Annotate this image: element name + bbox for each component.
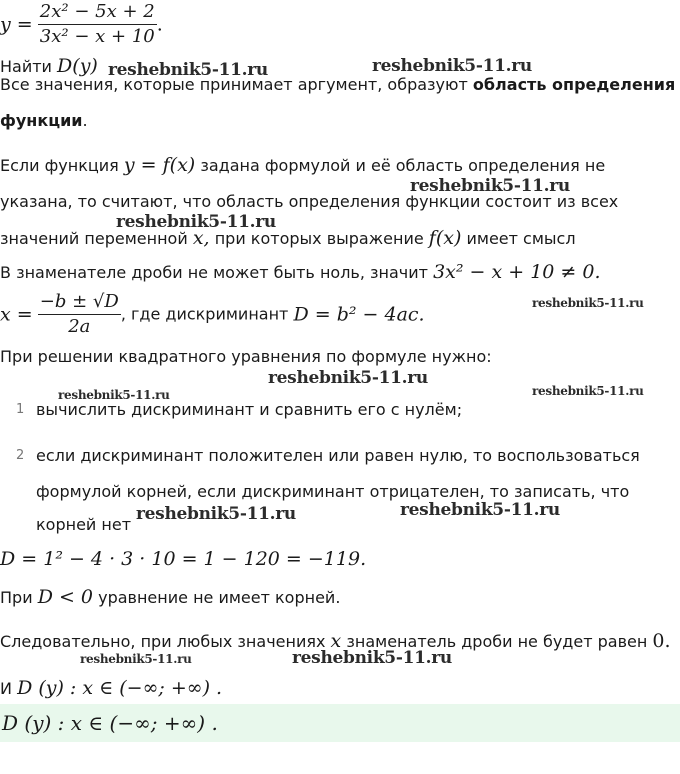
rule-l3-a: значений переменной [0,229,188,248]
quadratic-formula [0,290,425,344]
denominator-note [0,261,601,284]
result-prefix: И [0,679,12,698]
watermark: reshebnik5-11.ru [116,212,276,232]
rule-l1-b: задана формулой и её область определения не [200,156,606,175]
method-intro-text: При решении квадратного уравнения по формуле нужно: [0,347,492,366]
answer-expr: D (y) : x ∈ (−∞; +∞) . [2,711,218,735]
rule-line-3 [0,227,576,250]
formula-lhs: x = [0,303,33,326]
formula-text: , где дискриминант [120,304,289,324]
definition-line-2 [0,110,88,132]
formula-fraction [38,290,121,339]
watermark: reshebnik5-11.ru [136,504,296,524]
watermark: reshebnik5-11.ru [80,652,192,666]
conclusion-1 [0,586,340,609]
rule-line-1 [0,154,605,177]
watermark: reshebnik5-11.ru [400,500,560,520]
watermark: reshebnik5-11.ru [410,176,570,196]
method-intro [0,346,492,368]
definition-bold-1: область определения [472,75,676,94]
definition-end: . [82,111,88,130]
method-item-2-line-1: если дискриминант положителен или равен нулю, то воспользоваться [36,446,640,465]
rule-l1-a: Если функция [0,156,119,175]
discriminant-calc [0,548,366,574]
task-y-label: y = [0,13,33,36]
definition-bold-2: функции [0,111,83,130]
denominator-note-text: В знаменателе дроби не может быть ноль, значит [0,263,428,282]
method-item-1: вычислить дискриминант и сравнить его с нулём; [36,400,463,419]
conclusion-1-a: При [0,588,33,607]
definition-text: Все значения, которые принимает аргумент, образуют [0,75,468,94]
conclusion-2-var: x [330,630,342,652]
task-find-label: Найти [0,57,52,76]
discriminant-calc-expr: D = 1² − 4 · 3 · 10 = 1 − 120 = −119. [0,548,367,570]
method-item-2-number: 2 [16,448,25,463]
formula-expr: D = b² − 4ac. [293,303,425,326]
definition-line-1 [0,74,675,96]
rule-l3-c: имеет смысл [466,229,576,248]
rule-l3-b: при которых выражение [214,229,424,248]
watermark: reshebnik5-11.ru [292,648,452,668]
task-find-expr: D(y) [57,55,98,77]
rule-l3-expr: f(x) [428,227,462,249]
rule-l1-expr: y = f(x) [123,154,196,176]
conclusion-2-b: знаменатель дроби не будет равен [346,632,648,651]
task-find [0,52,98,77]
result-line [0,677,222,700]
conclusion-2-zero: 0. [652,630,671,652]
denominator-note-expr: 3x² − x + 10 ≠ 0. [433,261,601,283]
watermark: reshebnik5-11.ru [58,388,170,402]
task-numerator: 2x² − 5x + 2 [38,0,157,25]
watermark: reshebnik5-11.ru [532,296,644,310]
rule-l3-var: x, [192,227,210,249]
watermark: reshebnik5-11.ru [268,368,428,388]
task-end: . [156,13,163,36]
result-expr: D (y) : x ∈ (−∞; +∞) . [17,677,223,699]
method-item-1-number: 1 [16,402,25,417]
watermark: reshebnik5-11.ru [108,60,268,80]
task-fraction [38,0,157,49]
formula-denominator: 2a [68,316,91,337]
conclusion-2-text: Следовательно, при любых значениях [0,632,326,651]
watermark: reshebnik5-11.ru [372,56,532,76]
task-equation [0,0,163,50]
task-denominator: 3x² − x + 10 [39,26,155,47]
watermark: reshebnik5-11.ru [532,384,644,398]
conclusion-1-expr: D < 0 [37,586,94,608]
rule-l2: указана, то считают, что область определения функции состоит из всех [0,192,619,211]
formula-numerator: −b ± √D [38,290,121,315]
method-item-2-line-2: формулой корней, если дискриминант отрицателен, то записать, что [36,482,630,501]
conclusion-1-b: уравнение не имеет корней. [98,588,341,607]
method-item-2-line-3: корней нет [36,515,132,534]
answer-box [0,704,680,742]
